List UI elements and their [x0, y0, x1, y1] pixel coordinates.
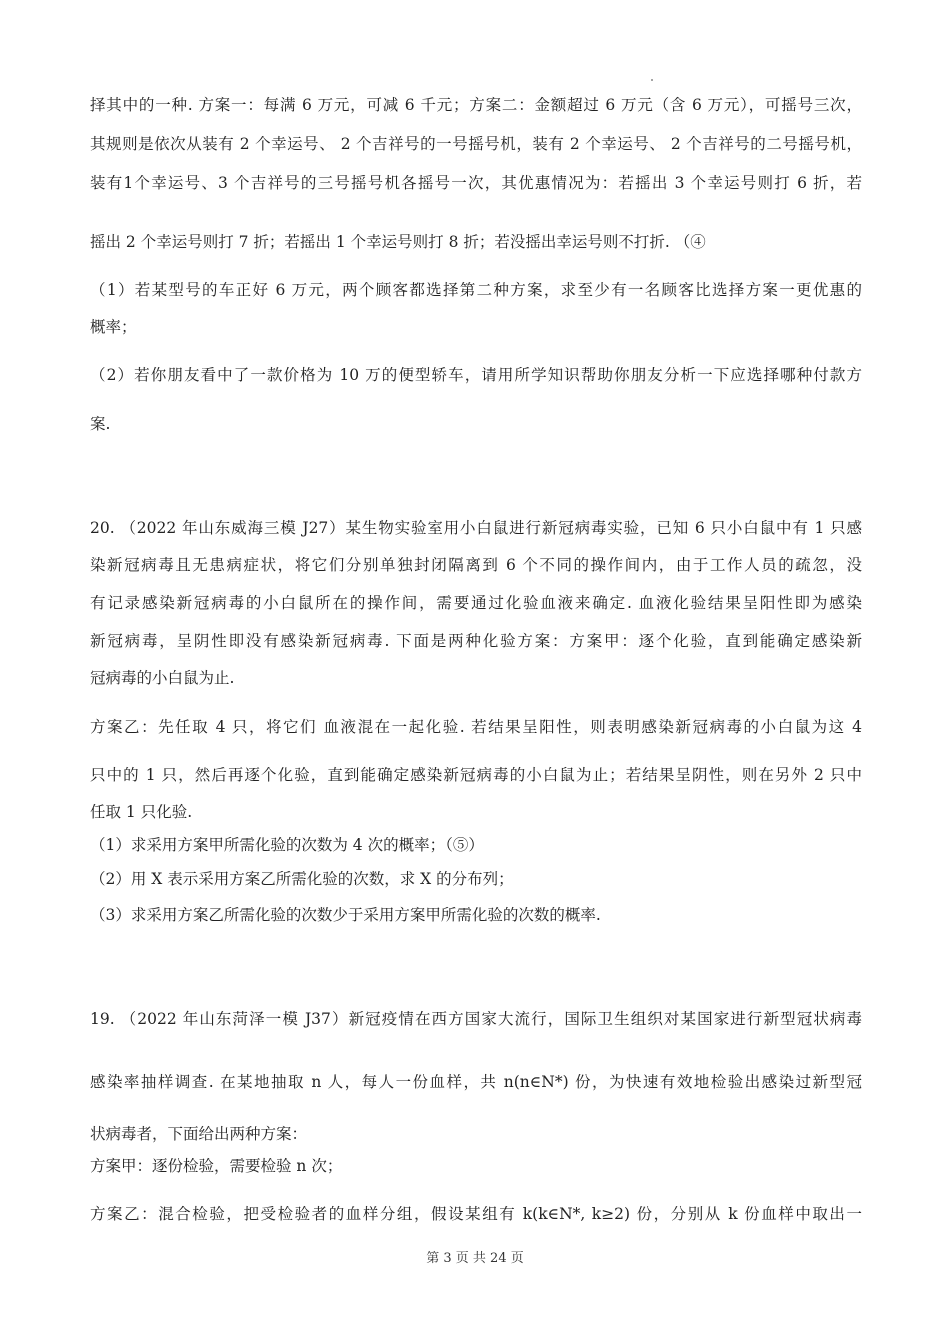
q19-line-3: 状病毒者，下面给出两种方案： [90, 1125, 308, 1143]
q20-line-8: 任取 1 只化验. [90, 803, 193, 821]
q19-line-4: 方案甲：逐份检验，需要检验 n 次； [90, 1157, 343, 1175]
q20-line-5: 冠病毒的小白鼠为止. [90, 669, 235, 687]
q19-line-1: 19. （2022 年山东菏泽一模 J37）新冠疫情在西方国家大流行，国际卫生组织对某国家进行新型冠状病毒 [90, 1010, 862, 1028]
q20-sub-2: （2）用 X 表示采用方案乙所需化验的次数，求 X 的分布列； [90, 870, 514, 888]
q20-sub-3: （3）求采用方案乙所需化验的次数少于采用方案甲所需化验的次数的概率. [90, 906, 601, 924]
page-footer: 第 3 页 共 24 页 [426, 1251, 524, 1266]
q20-line-7: 只中的 1 只，然后再逐个化验，直到能确定感染新冠病毒的小白鼠为止；若结果呈阴性，则在另外 2 只中 [90, 766, 862, 784]
q20-line-6: 方案乙：先任取 4 只，将它们 血液混在一起化验. 若结果呈阳性，则表明感染新冠病毒的小白鼠为这 4 [90, 718, 862, 736]
p1-line-2: 其规则是依次从装有 2 个幸运号、 2 个吉祥号的一号摇号机，装有 2 个幸运号、 2 个吉祥号的二号摇号机， [90, 135, 862, 153]
p1-line-1: 择其中的一种. 方案一：每满 6 万元，可减 6 千元；方案二：金额超过 6 万元（含 6 万元），可摇号三次， [90, 96, 862, 114]
p1-q2-line-2: 案. [90, 415, 111, 433]
q20-line-3: 有记录感染新冠病毒的小白鼠所在的操作间，需要通过化验血液来确定. 血液化验结果呈阳性即为感染 [90, 594, 862, 612]
q20-line-4: 新冠病毒，呈阴性即没有感染新冠病毒. 下面是两种化验方案：方案甲：逐个化验，直到能确定感染新 [90, 632, 862, 650]
speck-dot [651, 79, 653, 81]
p1-q1-line-2: 概率； [90, 318, 137, 336]
p1-line-4: 摇出 2 个幸运号则打 7 折；若摇出 1 个幸运号则打 8 折；若没摇出幸运号则不打折. （④ [90, 233, 706, 251]
q20-line-2: 染新冠病毒且无患病症状，将它们分别单独封闭隔离到 6 个不同的操作间内，由于工作人员的疏忽，没 [90, 556, 862, 574]
p1-line-3: 装有1个幸运号、3 个吉祥号的三号摇号机各摇号一次，其优惠情况为：若摇出 3 个幸运号则打 6 折，若 [90, 174, 862, 192]
q20-sub-1: （1）求采用方案甲所需化验的次数为 4 次的概率；（⑤） [90, 836, 484, 854]
q19-line-2: 感染率抽样调查. 在某地抽取 n 人，每人一份血样，共 n(n∈N*) 份，为快速有效地检验出感染过新型冠 [90, 1073, 862, 1091]
p1-q1-line-1: （1）若某型号的车正好 6 万元，两个顾客都选择第二种方案，求至少有一名顾客比选择方案一更优惠的 [90, 281, 862, 299]
q19-line-5: 方案乙：混合检验，把受检验者的血样分组，假设某组有 k(k∈N*, k≥2) 份，分别从 k 份血样中取出一 [90, 1205, 862, 1223]
p1-q2-line-1: （2）若你朋友看中了一款价格为 10 万的便型轿车，请用所学知识帮助你朋友分析一下应选择哪种付款方 [90, 366, 862, 384]
q20-line-1: 20. （2022 年山东威海三模 J27）某生物实验室用小白鼠进行新冠病毒实验，已知 6 只小白鼠中有 1 只感 [90, 519, 862, 537]
